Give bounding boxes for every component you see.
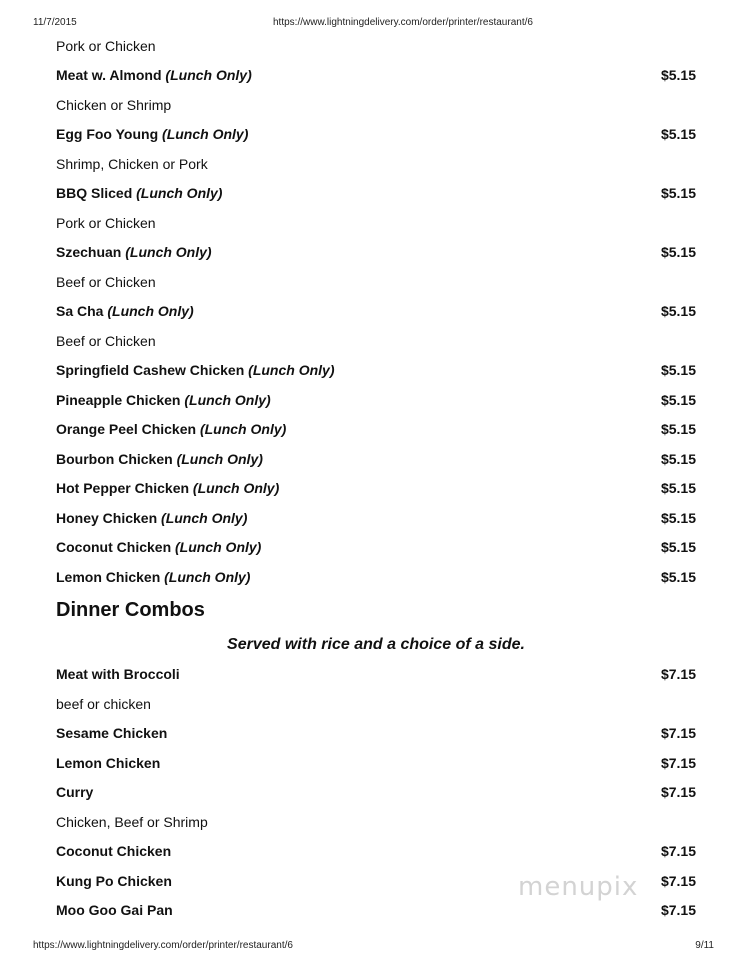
item-note: (Lunch Only) (176, 450, 263, 467)
item-note: (Lunch Only) (162, 126, 249, 143)
item-name-group (56, 126, 248, 142)
item-description: Chicken or Shrimp (56, 96, 172, 113)
item-name: Coconut Chicken (56, 843, 172, 860)
item-name-group (56, 755, 160, 771)
item-name-group (56, 902, 173, 918)
item-name-group (56, 510, 247, 526)
item-name-group (56, 362, 334, 378)
item-price: $5.15 (660, 509, 696, 526)
menupix-watermark: menupix (518, 872, 639, 902)
item-note: (Lunch Only) (192, 480, 280, 497)
print-footer (33, 940, 714, 951)
page-number: 9/11 (695, 940, 714, 951)
item-description: Pork or Chicken (56, 37, 156, 54)
item-name: Meat w. Almond (56, 67, 162, 84)
item-price: $5.15 (660, 303, 696, 320)
item-name: Szechuan (56, 244, 122, 261)
item-price: $7.15 (660, 754, 696, 771)
item-name: Meat with Broccoli (56, 666, 180, 683)
menu-item (56, 356, 696, 386)
item-price: $5.15 (660, 185, 696, 202)
item-note: (Lunch Only) (165, 67, 252, 84)
item-price: $5.15 (660, 539, 696, 556)
item-price: $5.15 (660, 480, 696, 497)
item-note: (Lunch Only) (161, 509, 248, 526)
item-name: Springfield Cashew Chicken (56, 362, 245, 379)
item-name: Hot Pepper Chicken (56, 480, 190, 497)
item-price: $5.15 (660, 568, 696, 585)
print-date: 11/7/2015 (33, 17, 77, 28)
item-name: Orange Peel Chicken (56, 421, 197, 438)
item-name-group (56, 185, 222, 201)
item-description: Beef or Chicken (56, 332, 156, 349)
item-name: Curry (56, 784, 94, 801)
item-name: Kung Po Chicken (56, 872, 172, 889)
print-url: https://www.lightningdelivery.com/order/printer/restaurant/6 (273, 17, 533, 28)
item-name-group (56, 451, 263, 467)
menu-item (56, 562, 696, 592)
item-price: $5.15 (660, 450, 696, 467)
menu-item (56, 297, 696, 327)
menu-item (56, 748, 696, 778)
item-price: $7.15 (660, 872, 696, 889)
item-price: $5.15 (660, 67, 696, 84)
item-price: $5.15 (660, 391, 696, 408)
menu-item (56, 120, 696, 150)
item-price: $7.15 (660, 784, 696, 801)
item-name: Moo Goo Gai Pan (56, 902, 173, 919)
item-note: (Lunch Only) (175, 539, 262, 556)
item-name-group (56, 843, 171, 859)
item-name-group (56, 666, 180, 682)
item-note: (Lunch Only) (136, 185, 223, 202)
item-name: Sa Cha (56, 303, 104, 320)
item-price: $5.15 (660, 421, 696, 438)
item-price: $5.15 (660, 244, 696, 261)
menu-item (56, 444, 696, 474)
item-price: $7.15 (660, 666, 696, 683)
item-description: Beef or Chicken (56, 273, 156, 290)
menu-item (56, 533, 696, 563)
menu-item (56, 238, 696, 268)
item-note: (Lunch Only) (184, 391, 271, 408)
item-name: Pineapple Chicken (56, 391, 181, 408)
item-name-group (56, 784, 93, 800)
item-name-group (56, 67, 252, 83)
item-description: Shrimp, Chicken or Pork (56, 155, 208, 172)
item-name-group (56, 392, 271, 408)
menu-item (56, 503, 696, 533)
item-note: (Lunch Only) (107, 303, 194, 320)
item-price: $7.15 (660, 725, 696, 742)
item-note: (Lunch Only) (199, 421, 287, 438)
menu-item (56, 385, 696, 415)
item-price: $7.15 (660, 843, 696, 860)
item-price: $5.15 (660, 362, 696, 379)
section-subtitle: Served with rice and a choice of a side. (227, 635, 525, 653)
footer-url: https://www.lightningdelivery.com/order/printer/restaurant/6 (33, 940, 293, 951)
item-note: (Lunch Only) (248, 362, 335, 379)
item-name-group (56, 244, 212, 260)
menu-item (56, 719, 696, 749)
item-description: Chicken, Beef or Shrimp (56, 813, 208, 830)
item-note: (Lunch Only) (125, 244, 212, 261)
item-note: (Lunch Only) (164, 568, 251, 585)
menu-item (56, 179, 696, 209)
item-name-group (56, 480, 279, 496)
item-name: Lemon Chicken (56, 754, 161, 771)
menu-item (56, 660, 696, 690)
menu-item (56, 474, 696, 504)
item-description: Pork or Chicken (56, 214, 156, 231)
item-name-group (56, 421, 286, 437)
item-price: $5.15 (660, 126, 696, 143)
item-price: $7.15 (660, 902, 696, 919)
item-name: Honey Chicken (56, 509, 158, 526)
menu-item (56, 837, 696, 867)
item-name: Coconut Chicken (56, 539, 172, 556)
item-name: Bourbon Chicken (56, 450, 173, 467)
item-description: beef or chicken (56, 695, 151, 712)
item-name: Sesame Chicken (56, 725, 168, 742)
menu-item (56, 415, 696, 445)
lunch-items-list (56, 31, 696, 592)
print-header (33, 17, 714, 28)
menu-content (56, 31, 696, 925)
menu-item (56, 778, 696, 808)
menu-item (56, 61, 696, 91)
item-name-group (56, 873, 172, 889)
item-name-group (56, 569, 250, 585)
section-title: Dinner Combos (56, 599, 205, 621)
item-name: BBQ Sliced (56, 185, 133, 202)
item-name: Egg Foo Young (56, 126, 159, 143)
item-name-group (56, 725, 167, 741)
item-name: Lemon Chicken (56, 568, 161, 585)
item-name-group (56, 303, 194, 319)
item-name-group (56, 539, 261, 555)
